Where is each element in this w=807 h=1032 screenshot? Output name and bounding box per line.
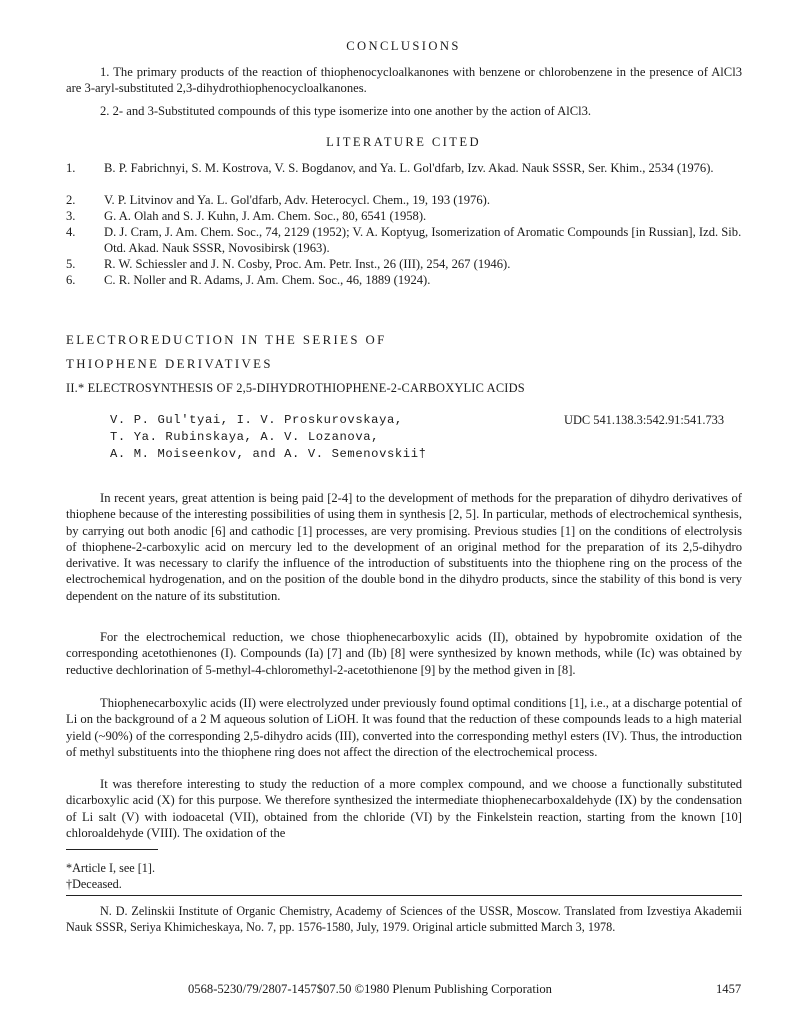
reference-number: 6.	[66, 273, 76, 287]
footnote-article: *Article I, see [1].	[66, 861, 155, 875]
reference-number: 4.	[66, 225, 76, 239]
article-subtitle: II.* ELECTROSYNTHESIS OF 2,5-DIHYDROTHIOPHENE-2-CARBOXYLIC ACIDS	[66, 381, 525, 395]
conclusion-1: 1. The primary products of the reaction of thiophenocycloalkanones with benzene or chlorobenzene in the presence of AlCl3 are 3-aryl-substituted 2,3-dihydrothiophenocycloalkanones.	[66, 65, 742, 96]
reference-text: G. A. Olah and S. J. Kuhn, J. Am. Chem. Soc., 80, 6541 (1958).	[104, 209, 427, 223]
author-line: A. M. Moiseenkov, and A. V. Semenovskii†	[110, 447, 427, 461]
reference-number: 3.	[66, 209, 76, 223]
udc-code: UDC 541.138.3:542.91:541.733	[564, 413, 725, 427]
conclusion-2: 2. 2- and 3-Substituted compounds of this type isomerize into one another by the action of AlCl3.	[100, 104, 592, 118]
reference-text: R. W. Schiessler and J. N. Cosby, Proc. Am. Petr. Inst., 26 (III), 254, 267 (1946).	[104, 257, 511, 271]
body-paragraph: Thiophenecarboxylic acids (II) were electrolyzed under previously found optimal conditions [1], i.e., at a discharge potential of Li on the background of a 2 M aqueous solution of LiOH. It was found that the reduction of these compounds leads to a high material yield (~90%) of the corresponding 2,5-dihydro acids (III), converted into the corresponding methyl esters (IV). Thus, the introduction of methyl substituents into the thiophene ring does not affect the direction of the electrochemical process.	[66, 696, 742, 759]
institution-rule	[66, 895, 742, 896]
literature-heading: LITERATURE CITED	[326, 135, 481, 149]
reference-text: B. P. Fabrichnyi, S. M. Kostrova, V. S. Bogdanov, and Ya. L. Gol'dfarb, Izv. Akad. Nauk SSSR, Ser. Khim., 2534 (1976).	[104, 161, 714, 175]
article-title-line-2: THIOPHENE DERIVATIVES	[66, 357, 273, 371]
body-paragraph: In recent years, great attention is being paid [2-4] to the development of methods for the preparation of dihydro derivatives of thiophene because of the interesting possibilities of using them in synthesis [2, 5]. In particular, methods of electrochemical synthesis, by carrying out both anodic [6] and cathodic [1] processes, are very promising. Previous studies [1] on the conditions of electrolysis of thiophene-2-carboxylic acid on mercury led to the development of an original method for the preparation of its 2,5-dihydro derivative. It was necessary to clarify the influence of the introduction of substituents into the thiophene ring on the process of the electrochemical hydrogenation, and on the position of the double bond in the dihydro products, since the stability of this bond is very dependent on the nature of its substitution.	[66, 491, 742, 603]
reference-text: D. J. Cram, J. Am. Chem. Soc., 74, 2129 (1952); V. A. Koptyug, Isomerization of Aromatic Compounds [in Russian], Izd. Sib. Otd. Akad. Nauk SSSR, Novosibirsk (1963).	[104, 225, 742, 256]
footnote-deceased: †Deceased.	[66, 877, 122, 891]
reference-text: C. R. Noller and R. Adams, J. Am. Chem. Soc., 46, 1889 (1924).	[104, 273, 431, 287]
institution-note: N. D. Zelinskii Institute of Organic Chemistry, Academy of Sciences of the USSR, Moscow. Translated from Izvestiya Akademii Nauk SSSR, Seriya Khimicheskaya, No. 7, pp. 1576-1580, July, 1979. Original article submitted March 3, 1978.	[66, 904, 742, 934]
page-number: 1457	[716, 982, 742, 996]
body-paragraph: For the electrochemical reduction, we chose thiophenecarboxylic acids (II), obtained by hypobromite oxidation of the corresponding acetothienones (I). Compounds (Ia) [7] and (Ib) [8] were synthesized by known methods, while (Ic) was obtained by reductive dechlorination of 5-methyl-4-chloromethyl-2-acetothienone [9] by the method given in [8].	[66, 630, 742, 677]
reference-number: 2.	[66, 193, 76, 207]
author-line: V. P. Gul'tyai, I. V. Proskurovskaya,	[110, 413, 403, 427]
conclusions-heading: CONCLUSIONS	[346, 39, 461, 53]
body-paragraph: It was therefore interesting to study the reduction of a more complex compound, and we choose a functionally substituted dicarboxylic acid (X) for this purpose. We therefore synthesized the intermediate thiophenecarboxaldehyde (IX) by the condensation of Li salt (V) with iodoacetal (VII), obtained from the chloride (VI) by the Finkelstein reaction, starting from the known [10] chloroaldehyde (VIII). The oxidation of the	[66, 777, 742, 840]
reference-number: 1.	[66, 161, 76, 175]
article-title-line-1: ELECTROREDUCTION IN THE SERIES OF	[66, 333, 387, 347]
author-line: T. Ya. Rubinskaya, A. V. Lozanova,	[110, 430, 380, 444]
footer-code: 0568-5230/79/2807-1457$07.50 ©1980 Plenum Publishing Corporation	[188, 982, 552, 996]
reference-number: 5.	[66, 257, 76, 271]
footnote-rule	[66, 849, 158, 850]
reference-text: V. P. Litvinov and Ya. L. Gol'dfarb, Adv. Heterocycl. Chem., 19, 193 (1976).	[104, 193, 490, 207]
